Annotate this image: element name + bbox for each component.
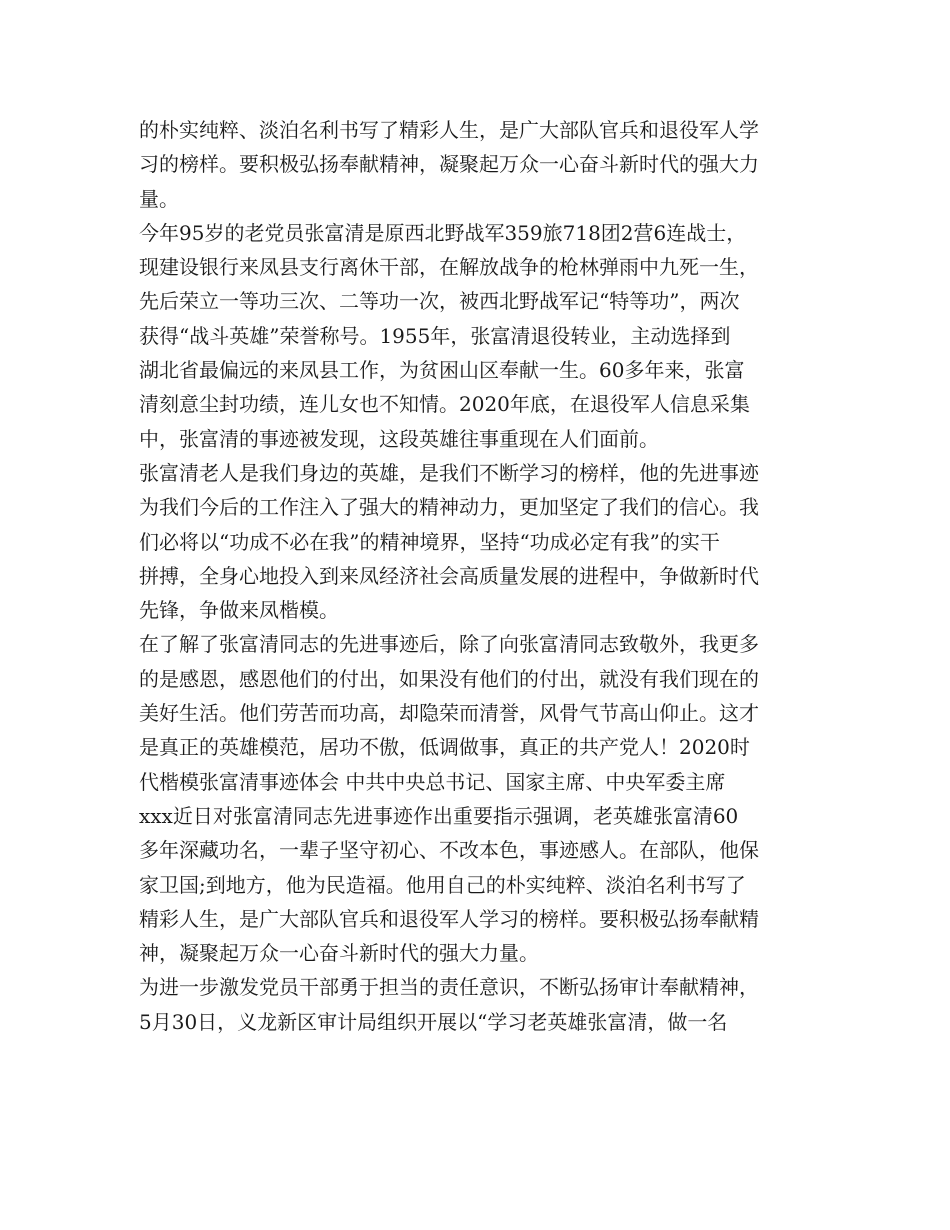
text-line: 为我们今后的工作注入了强大的精神动力，更加坚定了我们的信心。我	[139, 495, 759, 520]
text-line: 在了解了张富清同志的先进事迹后，除了向张富清同志致敬外，我更多	[139, 632, 759, 657]
text-line: 们必将以“功成不必在我”的精神境界，坚持“功成必定有我”的实干	[139, 529, 720, 554]
text-line: 今年95岁的老党员张富清是原西北野战军359旅718团2营6连战士，	[139, 220, 747, 245]
text-line: 神，凝聚起万众一心奋斗新时代的强大力量。	[139, 941, 539, 966]
text-line: 张富清老人是我们身边的英雄，是我们不断学习的榜样，他的先进事迹	[139, 460, 759, 485]
body-text	[139, 113, 829, 1039]
text-line: 习的榜样。要积极弘扬奉献精神，凝聚起万众一心奋斗新时代的强大力	[139, 152, 759, 177]
text-line: 是真正的英雄模范，居功不傲，低调做事，真正的共产党人！2020时	[139, 735, 750, 760]
text-line: 代楷模张富清事迹体会 中共中央总书记、国家主席、中央军委主席	[139, 769, 726, 794]
text-line: 拼搏，全身心地投入到来凤经济社会高质量发展的进程中，争做新时代	[139, 563, 759, 588]
text-line: 5月30日，义龙新区审计局组织开展以“学习老英雄张富清，做一名	[139, 1009, 728, 1034]
text-line: 获得“战斗英雄”荣誉称号。1955年，张富清退役转业，主动选择到	[139, 323, 731, 348]
text-line: 家卫国;到地方，他为民造福。他用自己的朴实纯粹、淡泊名利书写了	[139, 872, 746, 897]
text-line: 中，张富清的事迹被发现，这段英雄往事重现在人们面前。	[139, 426, 659, 451]
text-line: 先后荣立一等功三次、二等功一次，被西北野战军记“特等功”，两次	[139, 289, 740, 314]
text-line: 量。	[139, 186, 179, 211]
text-line: 现建设银行来凤县支行离休干部，在解放战争的枪林弹雨中九死一生，	[139, 255, 759, 280]
text-line: 湖北省最偏远的来凤县工作，为贫困山区奉献一生。60多年来，张富	[139, 358, 745, 383]
text-line: 美好生活。他们劳苦而功高，却隐荣而清誉，风骨气节高山仰止。这才	[139, 701, 759, 726]
text-line: 精彩人生，是广大部队官兵和退役军人学习的榜样。要积极弘扬奉献精	[139, 906, 759, 931]
text-line: 清刻意尘封功绩，连儿女也不知情。2020年底，在退役军人信息采集	[139, 392, 750, 417]
text-line: 的朴实纯粹、淡泊名利书写了精彩人生，是广大部队官兵和退役军人学	[139, 118, 759, 142]
text-line: 为进一步激发党员干部勇于担当的责任意识，不断弘扬审计奉献精神，	[139, 975, 759, 1000]
text-line: 多年深藏功名，一辈子坚守初心、不改本色，事迹感人。在部队，他保	[139, 838, 759, 863]
text-line: xxx近日对张富清同志先进事迹作出重要指示强调，老英雄张富清60	[139, 803, 739, 828]
text-line: 先锋，争做来凤楷模。	[139, 598, 339, 623]
text-line: 的是感恩，感恩他们的付出，如果没有他们的付出，就没有我们现在的	[139, 666, 759, 691]
